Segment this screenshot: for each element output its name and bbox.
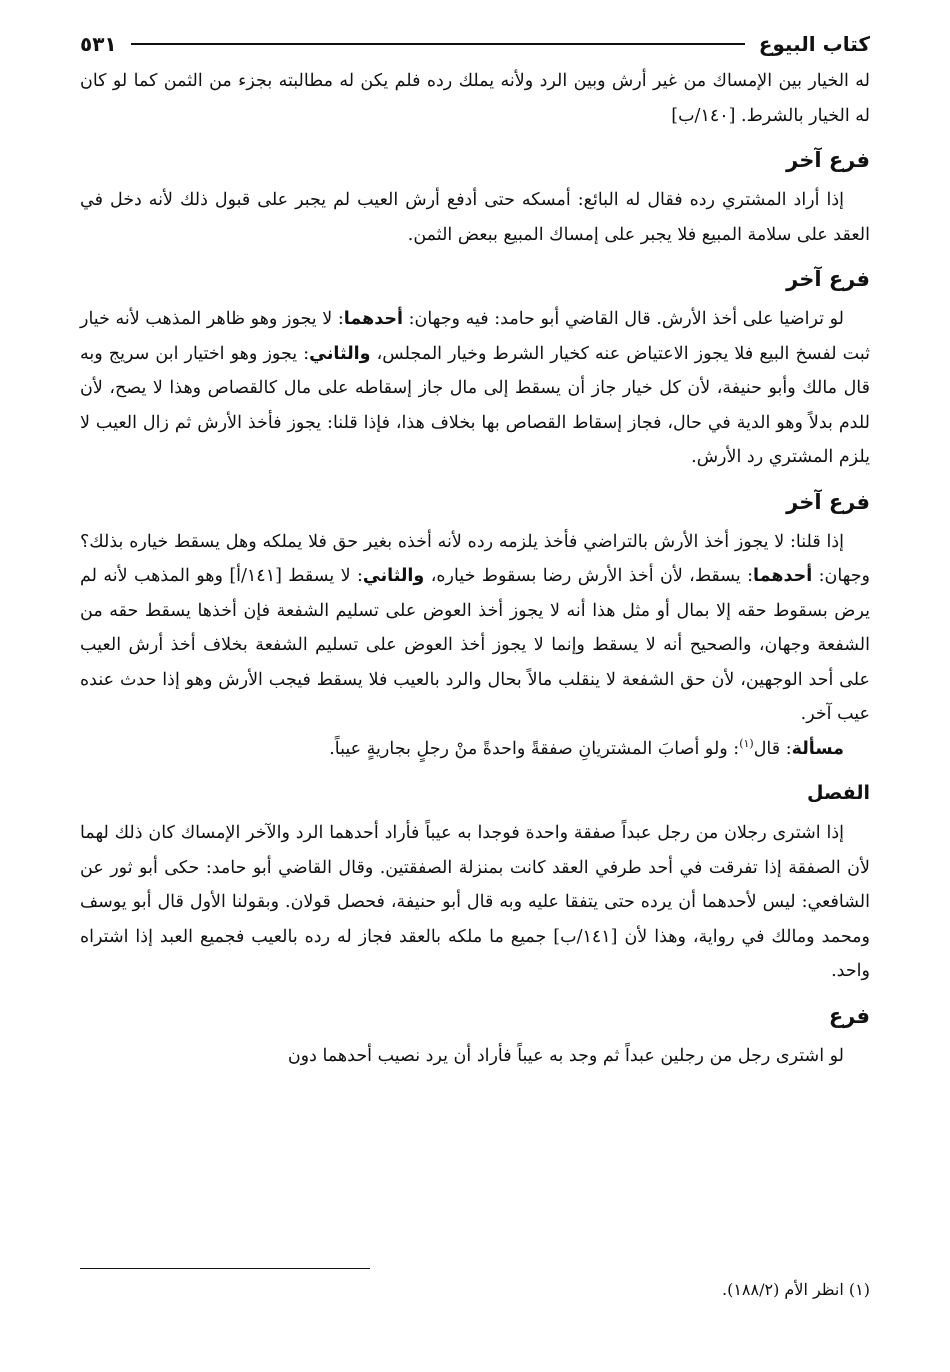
page-body <box>80 64 870 1073</box>
text-run: إذا قلنا: لا يجوز أخذ الأرش بالتراضي فأخذ يلزمه رده لأنه أخذه بغير حق فلا يملكه وهل يسقط خياره بذلك؟ وجهان: <box>80 531 870 586</box>
text-run: : ولو أصابَ المشتريانِ صفقةً واحدةً منْ رجلٍ بجاريةٍ عيباً. <box>329 738 740 759</box>
section-heading: فرع آخر <box>786 489 870 514</box>
paragraph <box>80 302 870 475</box>
chapter-title: كتاب البيوع <box>758 32 870 56</box>
footnote-marker: (١) <box>739 736 754 750</box>
text-run: : يسقط، لأن أخذ الأرش رضا بسقوط خياره، <box>424 566 754 586</box>
page <box>80 24 870 1073</box>
paragraph: إذا اشترى رجلان من رجل عبداً صفقة واحدة فوجدا به عيباً فأراد أحدهما الرد والآخر الإمساك كان ذلك لهما لأن الصفقة إذا تفرقت في أحد طرفي العقد كانت بمنزلة الصفقتين. وقال القاضي أبو حامد: حكى أبو ثور عن الشافعي: ليس لأحدهما أن يرده حتى يتفقا عليه وبه قال أبو حنيفة، فحصل قولان. وبقولنا الأول قال أبو يوسف ومحمد ومالك في رواية، وهذا لأن [١٤١/ب] جميع ما ملكه بالعقد فجاز له رده بالعيب فجميع العبد إذا اشتراه واحد. <box>80 823 870 981</box>
paragraph: لو اشترى رجل من رجلين عبداً ثم وجد به عيباً فأراد أن يرد نصيب أحدهما دون <box>287 1045 844 1066</box>
bold-term: والثاني <box>309 343 371 364</box>
bold-term: أحدهما <box>343 309 403 329</box>
bold-term: مسألة <box>791 738 844 759</box>
footnote: (١) انظر الأم (١٨٨/٢). <box>721 1280 870 1299</box>
section-heading: الفصل <box>806 782 870 804</box>
header-rule <box>131 43 745 45</box>
bold-term: أحدهما <box>753 566 813 586</box>
footnote-rule <box>80 1268 370 1269</box>
paragraph <box>80 525 870 732</box>
bold-term: والثاني <box>362 566 425 586</box>
text-run: : يجوز وهو اختيار ابن سريج وبه قال مالك وأبو حنيفة، لأن كل خيار جاز أن يسقط إلى مال جاز إسقاطه على مال كالقصاص وهذا لا يصح، لأن للدم بدلاً وهو الدية في حال، فجاز إسقاط القصاص بها بخلاف هذا، فإذا قلنا: يجوز فأخذ الأرش ثم زال العيب لا يلزم المشتري رد الأرش. <box>80 343 870 467</box>
section-heading: فرع آخر <box>786 148 870 172</box>
page-number: ٥٣١ <box>80 32 117 56</box>
section-heading: فرع آخر <box>786 267 870 291</box>
text-run: : لا يسقط [١٤١/أ] وهو المذهب لأنه لم يرض بسقوط حقه إلا بمال أو مثل هذا أنه لا يجوز أخذ العوض على تسليم الشفعة فإن أخذها يسقط حقه من الشفعة وجهان، والصحيح أنه لا يسقط وإنما لا يجوز أخذ العوض على تسليم الشفعة بخلاف أخذ أرش العيب على أحد الوجهين، لأن حق الشفعة لا ينقلب مالاً بحال والرد بالعيب فلا يسقط فيجب الأرش وهو إذا حدث عنده عيب آخر. <box>80 566 870 724</box>
paragraph-continuation: له الخيار بين الإمساك من غير أرش وبين الرد ولأنه يملك رده فلم يكن له مطالبته بجزء من الثمن كما لو كان له الخيار بالشرط. [١٤٠/ب] <box>80 71 870 126</box>
section-heading: فرع <box>828 1003 870 1028</box>
text-run: : لا يجوز وهو ظاهر المذهب لأنه خيار ثبت لفسخ البيع فلا يجوز الاعتياض عنه كخيار الشرط وخيار المجلس، <box>80 309 871 364</box>
text-run: لو تراضيا على أخذ الأرش. قال القاضي أبو حامد: فيه وجهان: <box>402 309 844 329</box>
running-header <box>80 24 870 64</box>
paragraph: إذا أراد المشتري رده فقال له البائع: أمسكه حتى أدفع أرش العيب لم يجبر على قبول ذلك لأنه دخل في العقد على سلامة المبيع فلا يجبر على إمساك المبيع ببعض الثمن. <box>80 190 870 245</box>
text-run: : قال <box>753 738 792 759</box>
issue-paragraph <box>80 732 870 767</box>
